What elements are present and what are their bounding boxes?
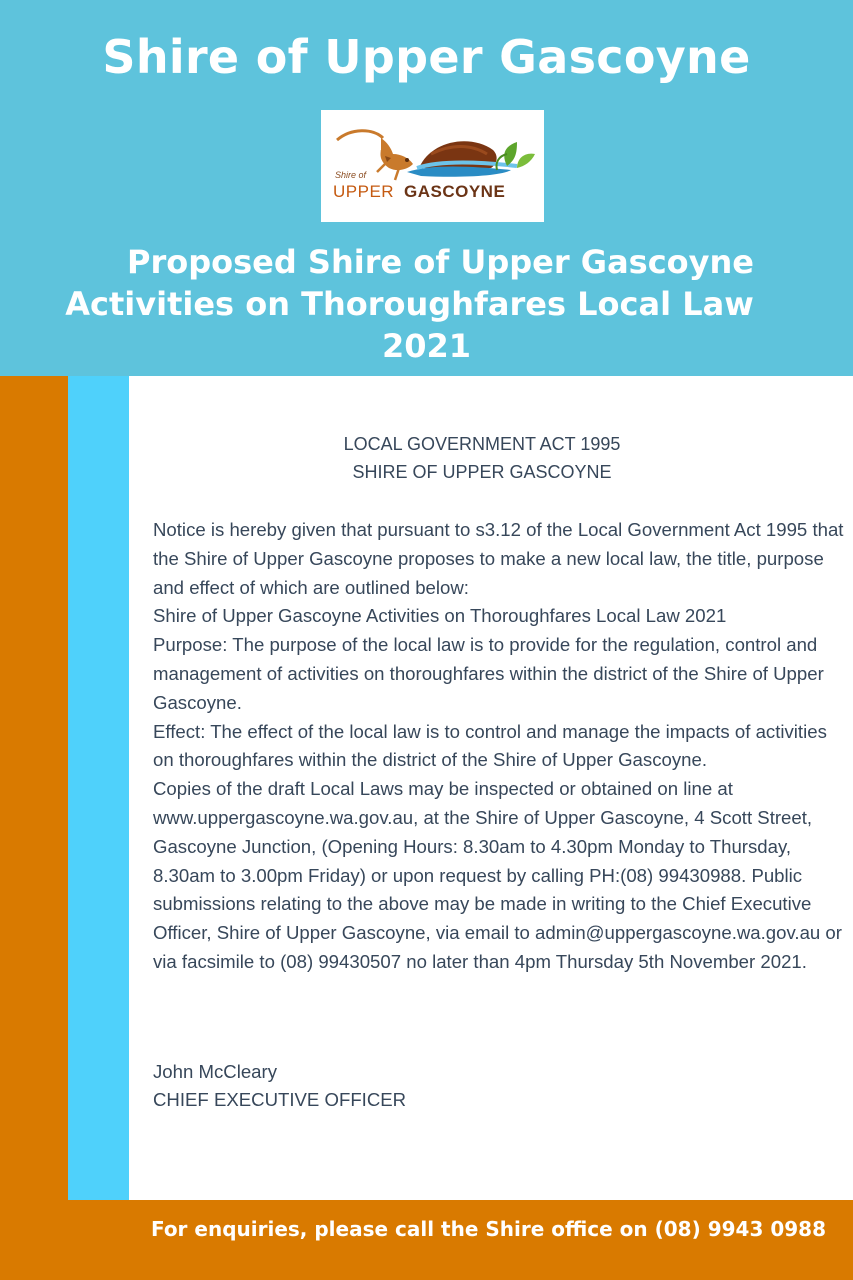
notice-paragraph-purpose: Purpose: The purpose of the local law is to provide for the regulation, control and management of activities on thoroughfares within the district of the Shire of Upper Gascoyne. bbox=[153, 634, 824, 713]
notice-body bbox=[153, 516, 849, 977]
page-title: Shire of Upper Gascoyne bbox=[102, 30, 751, 84]
notice-paragraph-law-title: Shire of Upper Gascoyne Activities on Thoroughfares Local Law 2021 bbox=[153, 605, 727, 627]
act-heading bbox=[129, 430, 835, 486]
logo-gascoyne-text: GASCOYNE bbox=[404, 182, 506, 201]
notice-title bbox=[60, 241, 793, 367]
notice-title-line-3: 2021 bbox=[381, 327, 472, 365]
notice-paragraph-effect: Effect: The effect of the local law is to control and manage the impacts of activities on thoroughfares within the district of the Shire of Upper Gascoyne. bbox=[153, 720, 827, 771]
notice-paragraph-intro: Notice is hereby given that pursuant to s3.12 of the Local Government Act 1995 that the Shire of Upper Gascoyne proposes to make a new local law, the title, purpose and effect of which are outlined below: bbox=[153, 519, 844, 598]
logo-shire-of-text: Shire of bbox=[335, 170, 367, 180]
signer-title: CHIEF EXECUTIVE OFFICER bbox=[153, 1089, 407, 1110]
shire-logo bbox=[321, 110, 544, 222]
act-heading-line-2: SHIRE OF UPPER GASCOYNE bbox=[352, 462, 612, 482]
notice-paragraph-copies: Copies of the draft Local Laws may be inspected or obtained on line at www.uppergascoyne.wa.gov.au, at the Shire of Upper Gascoyne, 4 Scott Street, Gascoyne Junction, (Opening Hours: 8.30am to 4.30pm Monday to Thursday, 8.30am to 3.00pm Friday) or upon request by calling PH:(08) 99430988. Public submissions relating to the above may be made in writing to the Chief Executive Officer, Shire of Upper Gascoyne, via email to admin@uppergascoyne.wa.gov.au or via facsimile to (08) 99430507 no later than 4pm Thursday 5th November 2021. bbox=[153, 778, 842, 972]
notice-title-line-1: Proposed Shire of Upper Gascoyne bbox=[127, 243, 754, 281]
notice-card bbox=[129, 376, 853, 1200]
logo-upper-text: UPPER bbox=[333, 182, 395, 201]
signer-name: John McCleary bbox=[153, 1061, 278, 1082]
footer-enquiries: For enquiries, please call the Shire office on (08) 9943 0988 bbox=[150, 1217, 826, 1241]
act-heading-line-1: LOCAL GOVERNMENT ACT 1995 bbox=[343, 434, 621, 454]
notice-title-line-2: Activities on Thoroughfares Local Law bbox=[65, 285, 754, 323]
accent-strip bbox=[68, 376, 129, 1200]
signoff bbox=[153, 1058, 406, 1114]
header-banner bbox=[0, 0, 853, 376]
lizard-landscape-icon bbox=[321, 110, 544, 222]
